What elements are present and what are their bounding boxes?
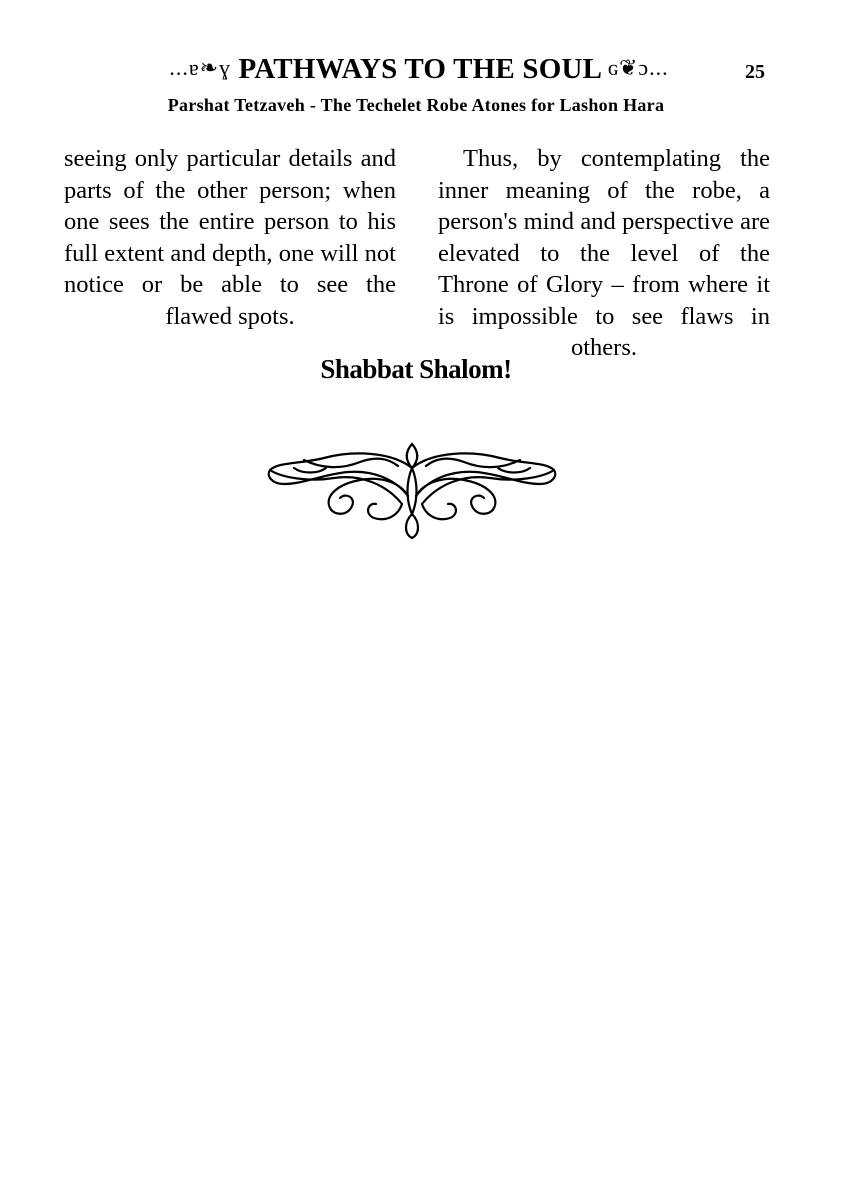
running-header xyxy=(0,50,846,90)
closing-greeting: Shabbat Shalom! xyxy=(320,354,512,384)
page-number: 25 xyxy=(745,61,765,83)
header-ornament-right: ɢ❦ɔ... xyxy=(608,55,669,80)
left-column-paragraph: seeing only particular details and parts of the other person; when one sees the entire person to his full extent and depth, one will not notice or be able to see the flawed spots. xyxy=(64,145,396,330)
header-ornament-left: ...ɐ❧ɣ xyxy=(169,55,232,80)
right-column-paragraph: Thus, by contemplating the inner meaning of the robe, a person's mind and perspective are elevated to the level of the Throne of Glory – from where it is impossible to see flaws in others. xyxy=(438,145,770,361)
chapter-subtitle: Parshat Tetzaveh - The Techelet Robe Atones for Lashon Hara xyxy=(167,95,665,115)
book-title: PATHWAYS TO THE SOUL xyxy=(238,53,601,85)
decorative-flourish-icon xyxy=(264,438,560,542)
text-column-right xyxy=(438,143,770,364)
header-title-line xyxy=(124,50,714,87)
text-column-left xyxy=(64,143,396,332)
